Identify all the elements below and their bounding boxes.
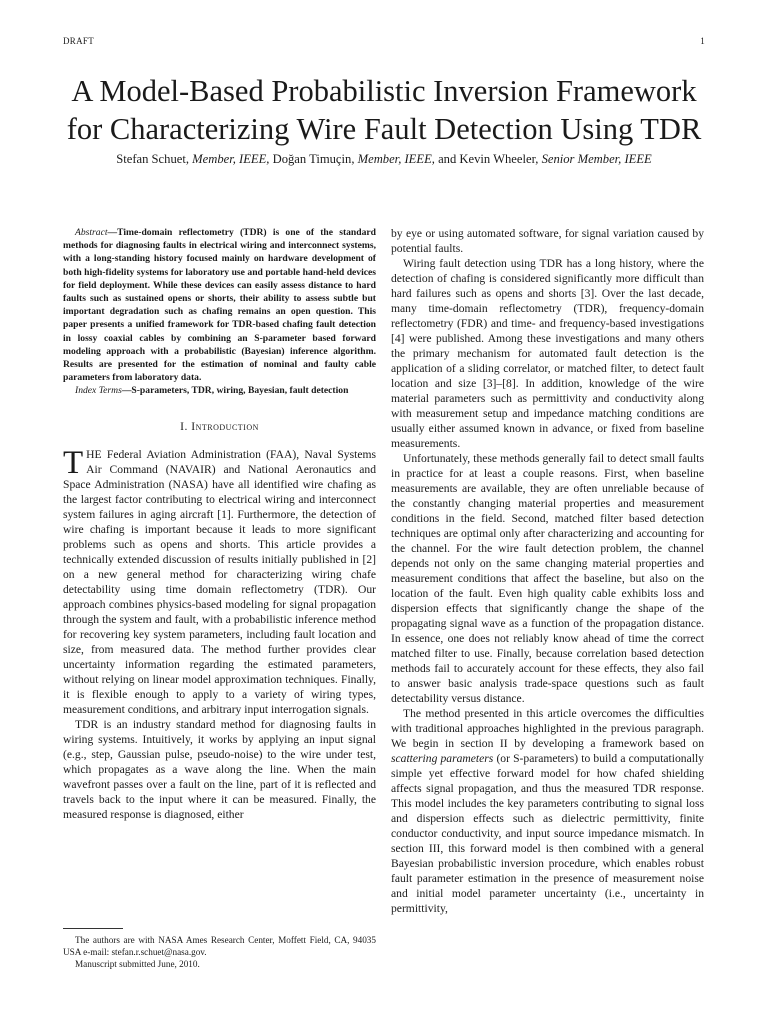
intro-paragraph-1-text: HE Federal Aviation Administration (FAA), Naval Systems Air Command (NAVAIR) and National Aeronautics and Space Administration (NASA) have all identified wire chafing as the largest factor contributing to electrical wiring and interconnect system failures in aging aircraft [1]. Furthermore, the detection of wire chafing is important because it leads to more significant problems such as opens and shorts. This article provides a technically extended discussion of results initially published in [2] on a new general method for characterizing wiring chafe detectability using time domain reflectometry (TDR). Our approach combines physics-based modeling for signal propagation through the system and fault, with a probabilistic inference method for recovering key system parameters, including fault location and size, from measured data. The method further provides clear uncertainty information regarding the estimated parameters, without relying on linear model approximation techniques. Finally, it is flexible enough to apply to a variety of wiring types, measurement conditions, and arbitrary input interrogation signals.	[63, 447, 376, 716]
section-number: I.	[180, 419, 188, 433]
author-name: Stefan Schuet,	[116, 152, 189, 166]
paper-title	[40, 72, 728, 148]
intro-paragraph-2: TDR is an industry standard method for diagnosing faults in wiring systems. Intuitively, it works by applying an input signal (e.g., step, Gaussian pulse, pseudo-noise) to the wire under test, which propagates as a wave along the line. When the main wavefront passes over a fault on the line, part of it is reflected and travels back to the input where it can be measured. Finally, the measured response is diagnosed, either	[63, 717, 376, 821]
author-role: Senior Member, IEEE	[541, 152, 652, 166]
footnote	[63, 934, 376, 970]
left-column	[63, 226, 376, 822]
drop-cap: T	[63, 444, 84, 481]
abstract-text: Time-domain reflectometry (TDR) is one of the standard methods for diagnosing faults in electrical wiring and interconnect systems, with a long-standing history focused mainly on hardware development of both high-fidelity systems for laboratory use and portable hand-held devices for field deployment. While these devices can easily assess distance to hard faults such as sustained opens or shorts, their ability to assess subtle but important degradation such as chafing remains an open question. This paper presents a unified framework for TDR-based chafing fault detection in lossy coaxial cables by combining an S-parameter based forward modeling approach with a probabilistic (Bayesian) inference algorithm. Results are presented for the estimation of nominal and faulty cable parameters from laboratory data.	[63, 227, 376, 384]
page-number: 1	[700, 36, 705, 46]
abstract	[63, 226, 376, 384]
title-line-2: for Characterizing Wire Fault Detection Using TDR	[66, 112, 702, 146]
author-name: Doğan Timuçin,	[272, 152, 355, 166]
footnote-affiliation: The authors are with NASA Ames Research Center, Moffett Field, CA, 94035 USA e-mail: stefan.r.schuet@nasa.gov.	[63, 935, 376, 957]
footnote-divider	[63, 928, 123, 929]
author-list	[40, 152, 728, 167]
body-text: The method presented in this article overcomes the difficulties with traditional approaches highlighted in the previous paragraph. We begin in section II by developing a framework based on	[391, 707, 704, 750]
abstract-dash: —	[107, 227, 118, 238]
index-terms-dash: —	[121, 385, 132, 397]
section-heading	[63, 419, 376, 434]
running-header: DRAFT	[63, 36, 95, 46]
body-paragraph	[391, 706, 704, 916]
body-text: (or S-parameters) to build a computationally simple yet effective forward model for how chafed shielding affects signal propagation, and thus the measured TDR response. This model includes the key parameters contributing to signal loss and dispersion effects such as dielectric permittivity, finite conductor conductivity, and input source impedance mismatch. In section III, this forward model is then combined with a general Bayesian probabilistic inversion procedure, which enables robust fault parameter estimation in the presence of measurement noise and initial model parameter uncertainty (i.e., uncertainty in permittivity,	[391, 752, 704, 915]
body-paragraph-continued: by eye or using automated software, for signal variation caused by potential faults.	[391, 227, 704, 255]
right-column	[391, 226, 704, 916]
author-conjunction: and	[438, 152, 457, 166]
abstract-label: Abstract	[75, 227, 108, 238]
index-terms-label: Index Terms	[75, 385, 122, 397]
author-name: Kevin Wheeler,	[459, 152, 539, 166]
index-terms-text: S-parameters, TDR, wiring, Bayesian, fault detection	[131, 385, 349, 397]
body-paragraph: Wiring fault detection using TDR has a long history, where the detection of chafing is considered significantly more difficult than hard failures such as opens and shorts [3]. Over the last decade, many time-domain reflectometry (TDR), frequency-domain reflectometry (FDR) and time- and frequency-based investigations [4] were published. Among these investigations and many others the primary mechanism for automated fault detection is the application of a sliding correlator, or matched filter, to detect fault location and size [3]–[8]. In addition, knowledge of the wire material parameters such as permittivity and conductivity along with measurement setup and impedance matching conditions are usually either assumed known in advance, or fixed from baseline measurements.	[391, 257, 704, 450]
body-paragraph: Unfortunately, these methods generally fail to detect small faults in practice for at least a couple reasons. First, when baseline measurements are available, they are often unreliable because of the constantly changing material properties and measurement conditions in the field. Second, matched filter based detection techniques are optimal only after characterizing and accounting for the channel. For the wire fault detection problem, the channel depends not only on the same changing material properties and measurement conditions that affect the baseline, but also on the location of the fault. Even high quality cable exhibits loss and dispersion effects that significantly change the shape of the propagating signal wave as a function of the propagation distance. In essence, one does not reliably know ahead of time the correct matched filter to use. Finally, because correlation based detection methods fail to accurately account for these effects, they also fail to answer basic analysis trade-space questions such as fault detectability versus distance.	[391, 452, 704, 705]
author-role: Member, IEEE,	[357, 152, 435, 166]
index-terms	[63, 384, 376, 397]
section-title: Introduction	[191, 419, 259, 433]
emphasized-term: scattering parameters	[391, 752, 494, 765]
title-line-1: A Model-Based Probabilistic Inversion Framework	[71, 74, 697, 108]
author-role: Member, IEEE,	[192, 152, 270, 166]
footnote-submission: Manuscript submitted June, 2010.	[75, 959, 200, 969]
intro-paragraph-1	[63, 444, 376, 717]
